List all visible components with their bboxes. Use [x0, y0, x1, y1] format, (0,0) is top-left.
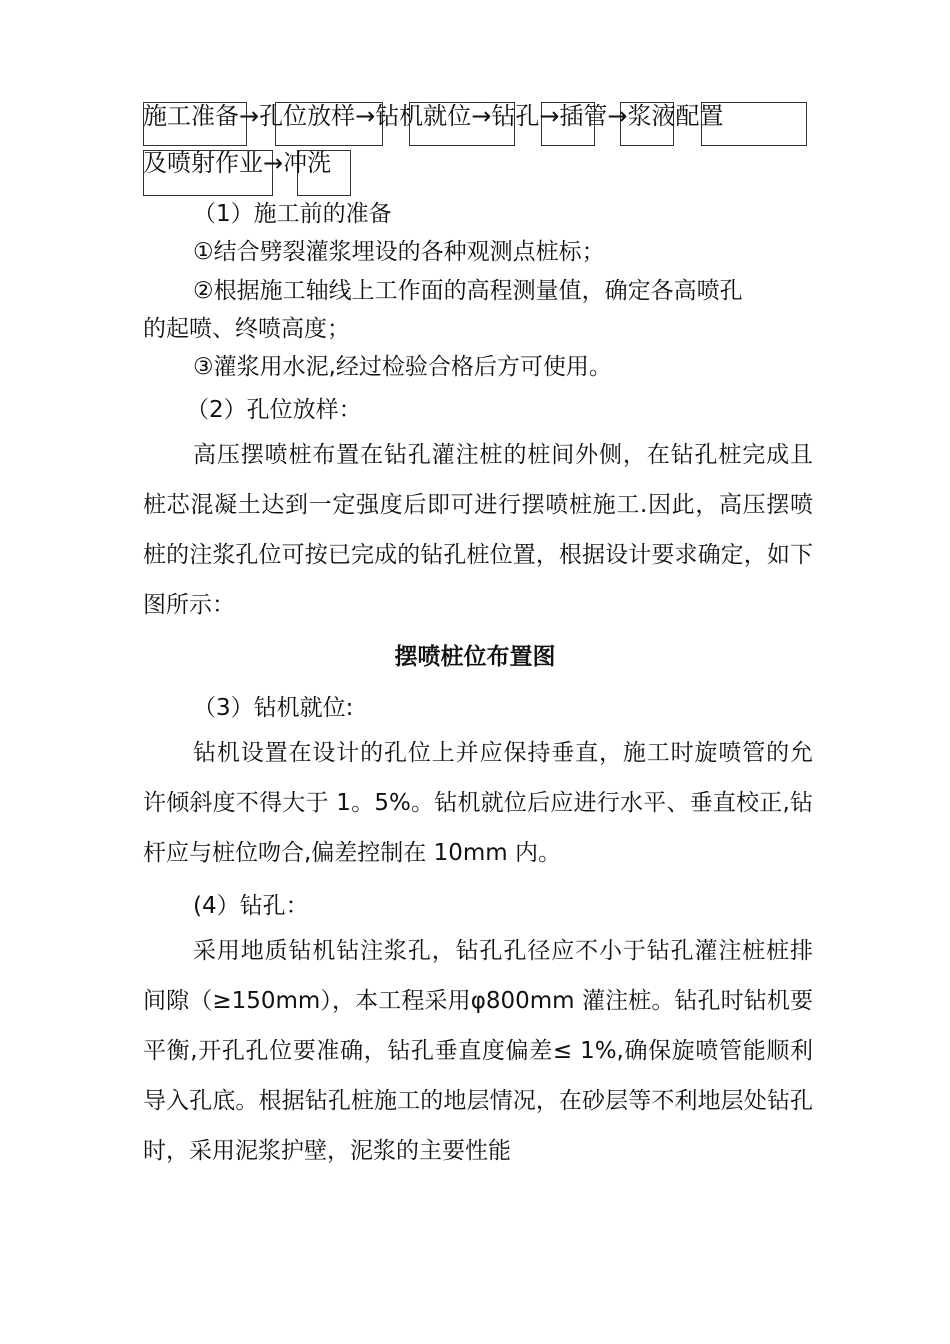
- section-3-paragraph: 钻机设置在设计的孔位上并应保持垂直，施工时旋喷管的允许倾斜度不得大于 1。5%。钻机就位后应进行水平、垂直校正,钻杆应与桩位吻合,偏差控制在 10mm 内。: [143, 740, 813, 866]
- section-1-item-2a: ②根据施工轴线上工作面的高程测量值，确定各高喷孔: [193, 278, 743, 304]
- section-3-body: [143, 728, 813, 878]
- section-4-heading: (4）钻孔：: [193, 893, 309, 919]
- section-1-item-1: ①结合劈裂灌浆埋设的各种观测点桩标；: [193, 239, 605, 265]
- section-1-item-2b: 的起喷、终喷高度；: [143, 316, 350, 342]
- figure-caption: 摆喷桩位布置图: [394, 644, 556, 670]
- section-1-item-3: ③灌浆用水泥,经过检验合格后方可使用。: [193, 354, 612, 380]
- section-2-heading: （2）孔位放样：: [186, 397, 362, 423]
- section-1-heading: （1）施工前的准备: [193, 201, 392, 227]
- flowchart-line-1: 施工准备→孔位放样→钻机就位→钻孔→插管→浆液配置: [143, 102, 724, 130]
- section-3-heading: （3）钻机就位:: [193, 695, 354, 721]
- section-4-body: [143, 926, 813, 1176]
- section-4-paragraph: 采用地质钻机钻注浆孔，钻孔孔径应不小于钻孔灌注桩桩排间隙（≥150mm），本工程采用φ800mm 灌注桩。钻孔时钻机要平衡,开孔孔位要准确，钻孔垂直度偏差≤ 1%,确保旋喷管能顺利导入孔底。根据钻孔桩施工的地层情况，在砂层等不利地层处钻孔时，采用泥浆护壁，泥浆的主要性能: [143, 938, 813, 1164]
- section-2-paragraph: 高压摆喷桩布置在钻孔灌注桩的桩间外侧，在钻孔桩完成且桩芯混凝土达到一定强度后即可进行摆喷桩施工.因此，高压摆喷桩的注浆孔位可按已完成的钻孔桩位置，根据设计要求确定，如下图所示：: [143, 442, 813, 618]
- section-2-body: [143, 430, 813, 630]
- flowchart-line-2: 及喷射作业→冲洗: [143, 149, 332, 177]
